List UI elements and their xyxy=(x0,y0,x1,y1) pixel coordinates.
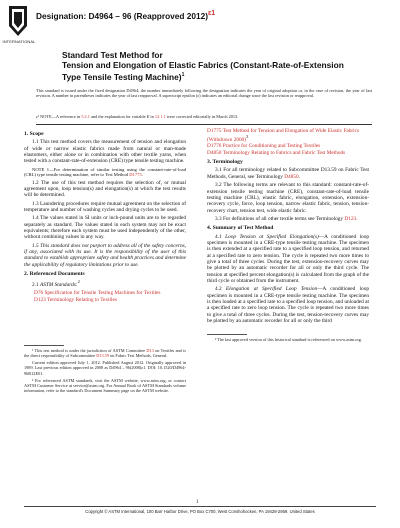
ref-link-d123[interactable]: D123 xyxy=(34,296,46,303)
ref-link-d4850-term[interactable]: D4850 xyxy=(284,173,299,180)
reference-item-d123: D123 Terminology Relating to Textiles xyxy=(34,296,117,303)
designation-flag: ε1 xyxy=(208,10,216,17)
paragraph-3-3: 3.3 For definitions of all other textile terms see Terminology D123. xyxy=(215,215,358,222)
logo-label: INTERNATIONAL xyxy=(2,39,36,44)
ref-link-d1775-doc[interactable]: D1775 xyxy=(207,128,222,134)
reference-item-d1775: D1775 Test Method for Tension and Elongation of Wide Elastic Fabrics (Withdrawn 2000)$^3$ xyxy=(207,128,360,144)
paragraph-4-1: 4.1 Loop Tension at Specified Elongation(s)—A conditioned loop specimen is mounted in a CRE-type tensile testing machine. The specimen is then extended at a specified rate to a specified loop tension, and returned at a specified rate to zero tension. The cycle is repeated two more times to give a total of three cycles. During the test, extension-recovery curves may be plotted by an automatic recorder for all or only the third cycle. The tension at specified percent elongation(s) is calculated from the graph of the third cycle or obtained from the instrument. xyxy=(207,233,370,284)
section-heading-summary: 4. Summary of Test Method xyxy=(207,225,274,232)
ref-link-d13[interactable]: D13 xyxy=(146,348,154,354)
document-title xyxy=(62,50,362,82)
reference-list-continued xyxy=(207,128,369,156)
section-heading-referenced-documents: 2. Referenced Documents xyxy=(24,271,85,277)
footnote-2: ² For referenced ASTM standards, visit the ASTM website, www.astm.org, or contact ASTM Customer Service at service@astm.org. For Annual Book of ASTM Standards volume information, refer to the standard's Document Summary page on the ASTM website. xyxy=(24,377,186,393)
section-heading-scope: 1. Scope xyxy=(24,131,44,137)
reference-item-d4850: D4850 Terminology Relating to Fabrics and Fabric Test Methods xyxy=(207,149,346,156)
header-divider xyxy=(36,124,372,125)
title-line-1: Standard Test Method for xyxy=(62,50,163,60)
ref-link-d1775[interactable]: D1775 xyxy=(129,172,142,178)
paragraph-1-3: 1.3 Laundering procedures require mutual agreement on the selection of temperature and number of washing cycles and drying cycles to be used. xyxy=(24,200,186,213)
page-number: 1 xyxy=(196,500,199,505)
reference-item-d1776: D1776 Practice for Conditioning and Testing Textiles xyxy=(207,143,321,150)
paragraph-3-1: 3.1 For all terminology related to Subcommittee D13.59 on Fabric Test Methods, General, see Terminology D4850. xyxy=(207,167,369,180)
paragraph-1-1: 1.1 This test method covers the measurement of tension and elongation of wide or narrow elastic fabrics made from natural or man-made elastomers, either alone or in combination with other textile yarns, when tested with a constant-rate-of-extension (CRE) type tensile testing machine. xyxy=(24,139,186,165)
paragraph-1-4: 1.4 The values stated in SI units or inch-pound units are to be regarded separately as standard. The values stated in each system may not be exact equivalents; therefore each system must be used independently of the other, without combining values in any way. xyxy=(24,215,186,241)
ref-link-d4850[interactable]: D4850 xyxy=(207,149,222,156)
reference-item-d76: D76 Specification for Tensile Testing Machines for Textiles xyxy=(34,290,161,297)
note-1: NOTE 1—For determination of similar testing using the constant-rate-of-load (CRL) type tensile testing machine, refer to Test Method D1775. xyxy=(24,166,186,178)
paragraph-2-1: 2.1 ASTM Standards:$^2$ xyxy=(32,279,80,289)
ref-link-d123-term[interactable]: D123 xyxy=(344,215,357,222)
footnote-1: ¹ This test method is under the jurisdiction of ASTM Committee D13 on Textiles and is the direct responsibility of Subcommittee D13.59 on Fabric Test Methods, General. xyxy=(24,348,186,359)
paragraph-1-2: 1.2 The use of this test method requires the selection of, or mutual agreement upon, loop tension(s) and elongation(s) at which the test results will be determined. xyxy=(24,179,186,199)
title-line-2 xyxy=(62,60,362,82)
ref-link-d13-59[interactable]: D13.59 xyxy=(96,353,109,359)
issuance-statement: This standard is issued under the fixed designation D4964; the number immediately following the designation indicates the year of original adoption or, in the case of revision, the year of last revision. A number in parentheses indicates the year of last reapproval. A superscript epsilon (ε) indicates an editorial change since the last revision or reapproval. xyxy=(36,88,372,99)
ref-link-d1776[interactable]: D1776 xyxy=(207,143,222,150)
paragraph-4-2: 4.2 Elongation at Specified Loop Tension—A conditioned loop specimen is mounted in a CRE-type tensile testing machine. The specimen is then loaded at a specified rate to a specified loop tension, and unloaded at a specified rate to zero loop tension. The cycle is repeated two more times to give a total of three cycles. During the test, tension-recovery curves may be plotted by an automatic recorder for all or only the third xyxy=(207,286,369,325)
footnote-divider-right xyxy=(207,334,247,335)
left-column xyxy=(24,128,186,395)
paragraph-1-5: 1.5 This standard does not purport to address all of the safety concerns, if any, associated with its use. It is the responsibility of the user of this standard to establish appropriate safety and health practices and determine the applicability of regulatory limitations prior to use. xyxy=(24,242,186,268)
paragraph-3-2: 3.2 The following terms are relevant to this standard: constant-rate-of-extension tensile testing machine (CRE), constant-rate-of-load tensile testing machine (CRL), elastic fabric, elongation, extension, extension-recovery cycle, force, loop tension, narrow elastic fabric, tension, tension-recovery chart, tension test, wide elastic fabric. xyxy=(207,182,369,214)
right-column xyxy=(207,128,369,344)
designation xyxy=(36,10,215,21)
copyright-footer: Copyright © ASTM International, 100 Barr Harbor Drive, PO Box C700, West Conshohocken, PA 19428-2959. United States xyxy=(85,509,315,514)
astm-logo-icon xyxy=(6,4,30,40)
ref-link-5-2-1[interactable]: 5.2.1 xyxy=(81,114,90,119)
footnote-1-edition: Current edition approved July 1, 2012. Published August 2012. Originally approved in 1989. Last previous edition approved in 2008 as D4964 – 96(2008)ε1. DOI: 10.1520/D4964-96R12E01. xyxy=(24,360,186,376)
designation-text: Designation: D4964 – 96 (Reapproved 2012) xyxy=(36,10,208,21)
ref-link-d76[interactable]: D76 xyxy=(34,290,44,297)
title-main: Tension and Elongation of Elastic Fabrics (Constant-Rate-of-Extension Type Tensile Testing Machine) xyxy=(62,60,344,82)
footnote-3: ³ The last approved version of this historical standard is referenced on www.astm.org. xyxy=(215,337,363,343)
editorial-note: ε¹ NOTE—A reference in 5.2.1 and the explanation for variable E in 12.1.1 were corrected editorially in March 2013. xyxy=(36,114,239,119)
reference-list xyxy=(34,290,186,303)
section-heading-terminology: 3. Terminology xyxy=(207,159,243,166)
title-footnote-mark: 1 xyxy=(181,72,185,78)
footnote-divider xyxy=(24,345,64,346)
footer-divider xyxy=(24,506,376,507)
ref-link-12-1-1[interactable]: 12.1.1 xyxy=(154,114,166,119)
